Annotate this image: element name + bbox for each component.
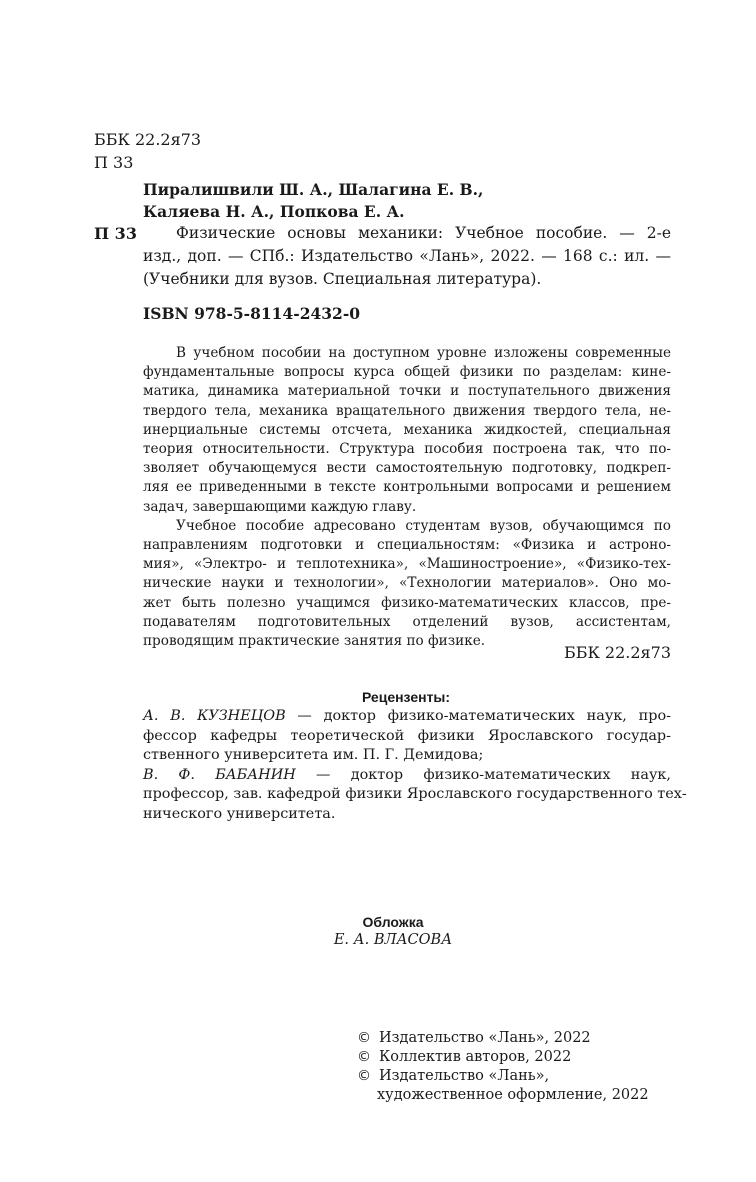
cover-designer-name: Е. А. ВЛАСОВА — [333, 932, 453, 948]
description-line-3: (Учебники для вузов. Специальная литература). — [143, 270, 542, 288]
annotation-line: подавателям подготовительных отделений вузов, ассистентам, — [143, 613, 671, 630]
annotation-line: задач, завершающими каждую главу. — [143, 498, 417, 515]
bbk-code-bottom: ББК 22.2я73 — [563, 643, 671, 662]
annotation-line: проводящим практические занятия по физике. — [143, 633, 486, 649]
annotation-line: Учебное пособие адресовано студентам вузов, обучающимся по — [176, 517, 671, 534]
reviewers-title: Рецензенты: — [361, 689, 451, 705]
copyright-line-2 — [357, 1047, 571, 1067]
copyright-line-4: художественное оформление, 2022 — [377, 1087, 649, 1103]
annotation-line: зволяет обучающемуся вести самостоятельную подготовку, подкреп- — [143, 460, 671, 477]
author-index-mark: П 33 — [94, 224, 137, 243]
copyright-line-1 — [357, 1028, 591, 1048]
copyright-publisher: Издательство «Лань», 2022 — [379, 1030, 591, 1046]
annotation-line: В учебном пособии на доступном уровне изложены современные — [176, 345, 671, 361]
annotation-line: теория относительности. Структура пособия построена так, что по- — [143, 441, 671, 457]
bbk-code-top: ББК 22.2я73 — [94, 130, 202, 149]
authors-line-1: Пиралишвили Ш. А., Шалагина Е. В., — [143, 180, 484, 199]
reviewer-2-credentials: — доктор физико-математических наук, — [295, 766, 671, 783]
copyright-icon: © — [357, 1068, 371, 1084]
annotation-line: твердого тела, механика вращательного движения твердого тела, не- — [143, 402, 671, 419]
reviewer-2-line-3: нического университета. — [143, 806, 336, 822]
annotation-line: нические науки и технологии», «Технологии материалов». Оно мо- — [143, 575, 671, 592]
cover-title: Обложка — [362, 914, 424, 930]
annotation-line: инерциальные системы отсчета, механика жидкостей, специальная — [143, 421, 671, 438]
reviewer-1-name: А. В. КУЗНЕЦОВ — [143, 708, 286, 724]
reviewer-1-credentials: — доктор физико-математических наук, про- — [285, 708, 671, 724]
copyright-icon: © — [357, 1049, 371, 1065]
authors-line-2: Каляева Н. А., Попкова Е. А. — [143, 202, 405, 221]
isbn: ISBN 978-5-8114-2432-0 — [143, 304, 361, 323]
author-code-top: П 33 — [94, 153, 134, 172]
description-line-1: Физические основы механики: Учебное пособие. — 2-е — [176, 224, 671, 242]
reviewer-2-line-1 — [143, 766, 671, 786]
reviewer-1-line-1 — [143, 707, 671, 727]
description-line-2: изд., доп. — СПб.: Издательство «Лань», 2022. — 168 с.: ил. — — [143, 247, 671, 265]
copyright-icon: © — [357, 1030, 371, 1046]
annotation-line: мия», «Электро- и теплотехника», «Машиностроение», «Физико-тех- — [143, 556, 671, 573]
copyright-design-publisher: Издательство «Лань», — [379, 1068, 550, 1084]
annotation-line: фундаментальные вопросы курса общей физики по разделам: кине- — [143, 364, 671, 381]
reviewer-1-line-3: ственного университета им. П. Г. Демидова; — [143, 747, 484, 764]
annotation-line: матика, динамика материальной точки и поступательного движения — [143, 383, 671, 400]
reviewer-2-line-2: профессор, зав. кафедрой физики Ярославского государственного тех- — [143, 786, 687, 803]
reviewer-1-line-2: фессор кафедры теоретической физики Ярославского государ- — [143, 727, 671, 744]
annotation-line: ляя ее приведенными в тексте контрольными вопросами и решением — [143, 479, 671, 496]
copyright-authors: Коллектив авторов, 2022 — [379, 1049, 572, 1065]
copyright-line-3 — [357, 1066, 549, 1086]
annotation-line: жет быть полезно учащимся физико-математических классов, пре- — [143, 594, 671, 611]
reviewer-2-name: В. Ф. БАБАНИН — [143, 766, 296, 783]
annotation-line: направлениям подготовки и специальностям: «Физика и астроно- — [143, 537, 671, 553]
